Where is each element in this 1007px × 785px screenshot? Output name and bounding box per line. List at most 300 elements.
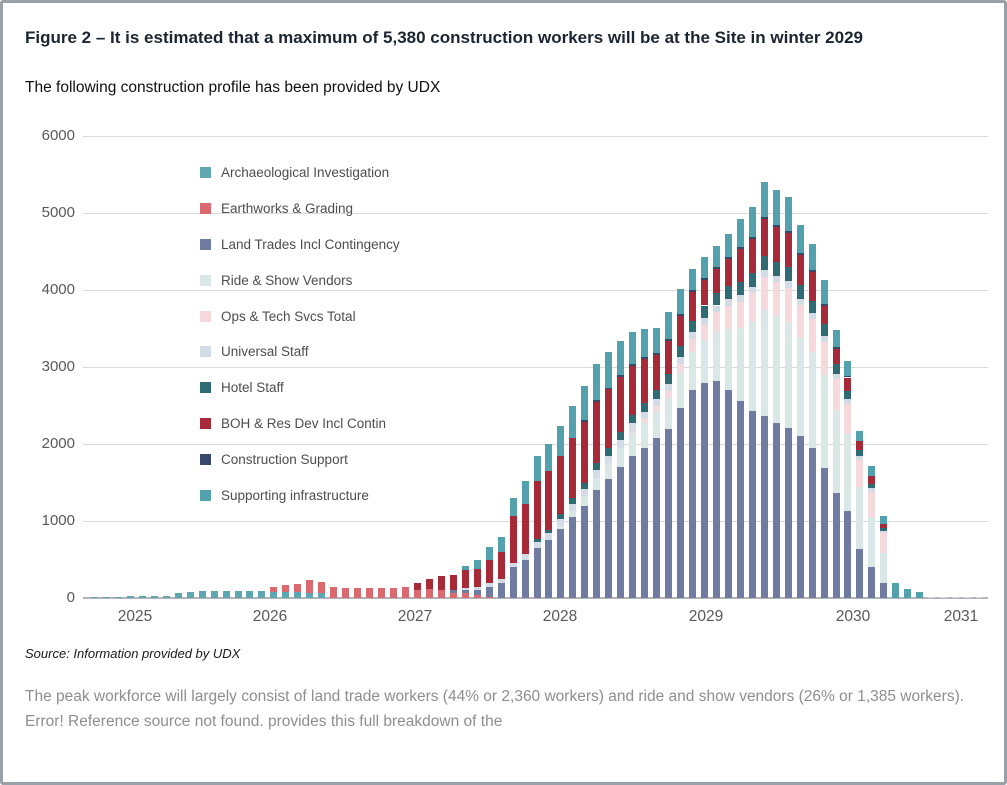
bar-segment-ride-show-vendors	[605, 463, 612, 478]
bar-2026-04	[235, 591, 242, 598]
bar-segment-construction-support	[677, 314, 684, 316]
bar-2031-03	[940, 597, 947, 598]
bar-segment-construction-support	[713, 267, 720, 269]
legend-label: Archaeological Investigation	[221, 165, 390, 181]
bar-2031-05	[964, 597, 971, 598]
bar-segment-land-trades-incl-contingency	[713, 381, 720, 598]
bar-segment-archaeological-investigation	[270, 592, 277, 599]
gridline-6000	[83, 136, 988, 137]
bar-segment-universal-staff	[701, 318, 708, 325]
bar-segment-supporting-infrastructure	[761, 182, 768, 217]
bar-2029-07	[701, 257, 708, 598]
bar-segment-ride-show-vendors	[665, 398, 672, 429]
bar-segment-hotel-staff	[749, 273, 756, 287]
bar-segment-construction-support	[605, 388, 612, 390]
bar-segment-supporting-infrastructure	[809, 244, 816, 270]
bar-segment-ride-show-vendors	[797, 338, 804, 437]
bar-2028-01	[486, 547, 493, 598]
legend-item	[200, 191, 400, 227]
bar-segment-universal-staff	[605, 456, 612, 464]
bar-segment-hotel-staff	[725, 286, 732, 299]
bar-segment-supporting-infrastructure	[797, 225, 804, 253]
bar-2030-10	[880, 516, 887, 598]
bar-2026-02	[211, 591, 218, 598]
bar-segment-boh-res-dev-incl-contin	[545, 471, 552, 530]
bar-segment-ride-show-vendors	[833, 410, 840, 493]
bar-segment-universal-staff	[964, 597, 971, 598]
bar-segment-universal-staff	[689, 332, 696, 339]
bar-2028-04	[522, 481, 529, 598]
bar-segment-ride-show-vendors	[569, 511, 576, 517]
bar-segment-construction-support	[593, 400, 600, 402]
bar-2028-12	[617, 341, 624, 599]
bar-segment-land-trades-incl-contingency	[605, 479, 612, 598]
bar-segment-boh-res-dev-incl-contin	[797, 255, 804, 286]
bar-segment-hotel-staff	[641, 403, 648, 412]
bar-segment-earthworks-grading	[414, 590, 421, 598]
bar-segment-boh-res-dev-incl-contin	[773, 227, 780, 262]
bar-segment-hotel-staff	[868, 484, 875, 489]
bar-2030-09	[868, 466, 875, 598]
bar-segment-ride-show-vendors	[713, 331, 720, 381]
bar-segment-supporting-infrastructure	[569, 406, 576, 438]
legend-label: Supporting infrastructure	[221, 487, 369, 503]
bar-2030-02	[785, 197, 792, 599]
legend-label: Land Trades Incl Contingency	[221, 237, 400, 253]
legend-item	[200, 334, 400, 370]
bar-segment-earthworks-grading	[486, 597, 493, 599]
bar-segment-hotel-staff	[809, 301, 816, 313]
x-tick-label-2028: 2028	[542, 608, 578, 626]
bar-segment-hotel-staff	[833, 364, 840, 374]
bar-2030-07	[844, 361, 851, 599]
bar-2029-09	[725, 234, 732, 598]
bar-segment-land-trades-incl-contingency	[797, 436, 804, 598]
bar-segment-universal-staff	[510, 563, 517, 568]
bar-segment-archaeological-investigation	[139, 596, 146, 598]
bar-segment-ride-show-vendors	[856, 487, 863, 549]
bar-2029-02	[641, 329, 648, 598]
legend-item	[200, 406, 400, 442]
bar-2026-01	[199, 591, 206, 598]
bar-segment-supporting-infrastructure	[545, 444, 552, 471]
bar-segment-hotel-staff	[605, 448, 612, 456]
bar-segment-supporting-infrastructure	[844, 361, 851, 376]
bar-2031-06	[976, 597, 983, 598]
bar-2028-09	[581, 386, 588, 599]
bar-segment-universal-staff	[761, 270, 768, 277]
bar-segment-archaeological-investigation	[175, 593, 182, 598]
bar-segment-boh-res-dev-incl-contin	[665, 341, 672, 374]
bar-segment-ride-show-vendors	[737, 328, 744, 401]
bar-segment-supporting-infrastructure	[474, 560, 481, 568]
bar-segment-universal-staff	[462, 588, 469, 590]
bar-segment-boh-res-dev-incl-contin	[868, 476, 875, 484]
bar-segment-ride-show-vendors	[641, 423, 648, 448]
bar-2027-12	[474, 560, 481, 598]
bar-segment-universal-staff	[557, 519, 564, 526]
legend-label: Ops & Tech Svcs Total	[221, 308, 356, 324]
bar-segment-earthworks-grading	[462, 593, 469, 598]
legend-item	[200, 262, 400, 298]
bar-segment-supporting-infrastructure	[462, 566, 469, 571]
bar-segment-ride-show-vendors	[868, 517, 875, 567]
bar-segment-ops-tech-svcs-total	[821, 342, 828, 375]
bar-segment-boh-res-dev-incl-contin	[498, 552, 505, 579]
bar-segment-supporting-infrastructure	[856, 431, 863, 441]
bar-segment-ride-show-vendors	[749, 322, 756, 411]
bar-segment-universal-staff	[474, 587, 481, 589]
bar-2027-01	[342, 588, 349, 598]
bar-2025-09	[151, 596, 158, 598]
bar-2025-11	[175, 593, 182, 598]
bar-segment-universal-staff	[725, 299, 732, 306]
bar-segment-archaeological-investigation	[294, 592, 301, 598]
bar-2026-10	[306, 580, 313, 598]
bar-segment-universal-staff	[617, 440, 624, 448]
bar-segment-ops-tech-svcs-total	[749, 293, 756, 322]
bar-segment-earthworks-grading	[450, 593, 457, 598]
bar-segment-ride-show-vendors	[557, 526, 564, 529]
figure-subtitle: The following construction profile has been provided by UDX	[25, 78, 441, 96]
bar-segment-universal-staff	[641, 412, 648, 420]
bar-segment-boh-res-dev-incl-contin	[605, 389, 612, 448]
bar-segment-ride-show-vendors	[880, 553, 887, 582]
bar-segment-archaeological-investigation	[235, 591, 242, 598]
bar-segment-land-trades-incl-contingency	[450, 590, 457, 592]
y-tick-label-4000: 4000	[41, 281, 75, 299]
bar-segment-ops-tech-svcs-total	[856, 460, 863, 487]
bar-2025-10	[163, 596, 170, 598]
bar-segment-supporting-infrastructure	[486, 547, 493, 560]
body-paragraph: The peak workforce will largely consist of land trade workers (44% or 2,360 workers) and ride and show vendors (26% or 1,385 workers). Error! Reference source not found. provides this full breakdown of the	[25, 688, 965, 730]
bar-segment-universal-staff	[545, 533, 552, 540]
bar-2028-03	[510, 498, 517, 598]
bar-segment-construction-support	[773, 225, 780, 227]
bar-2029-03	[653, 328, 660, 598]
bar-2026-12	[330, 587, 337, 598]
bar-segment-ops-tech-svcs-total	[880, 533, 887, 553]
bar-segment-supporting-infrastructure	[581, 386, 588, 420]
bar-segment-ops-tech-svcs-total	[641, 419, 648, 422]
legend-swatch-icon	[200, 311, 211, 322]
bar-segment-supporting-infrastructure	[880, 516, 887, 523]
bar-segment-land-trades-incl-contingency	[761, 416, 768, 598]
figure-content	[3, 3, 1004, 735]
bar-segment-boh-res-dev-incl-contin	[713, 269, 720, 294]
y-tick-label-5000: 5000	[41, 204, 75, 222]
bar-2026-07	[270, 587, 277, 599]
bar-segment-boh-res-dev-incl-contin	[821, 306, 828, 324]
bar-segment-boh-res-dev-incl-contin	[701, 280, 708, 305]
bar-segment-supporting-infrastructure	[641, 329, 648, 357]
bar-segment-boh-res-dev-incl-contin	[856, 441, 863, 450]
bar-segment-ride-show-vendors	[677, 373, 684, 408]
bar-2026-05	[246, 591, 253, 598]
bar-segment-archaeological-investigation	[187, 592, 194, 599]
bar-segment-supporting-infrastructure	[653, 328, 660, 353]
bar-segment-hotel-staff	[545, 530, 552, 534]
bar-2028-11	[605, 352, 612, 598]
bar-segment-construction-support	[761, 217, 768, 219]
bar-2030-08	[856, 431, 863, 598]
y-tick-label-0: 0	[66, 589, 75, 607]
bar-segment-construction-support	[653, 353, 660, 355]
bar-segment-land-trades-incl-contingency	[689, 390, 696, 598]
bar-2030-01	[773, 190, 780, 598]
bar-segment-boh-res-dev-incl-contin	[510, 516, 517, 562]
bar-segment-hotel-staff	[701, 306, 708, 318]
legend-label: Ride & Show Vendors	[221, 272, 353, 288]
bar-segment-supporting-infrastructure	[785, 197, 792, 231]
bar-segment-ops-tech-svcs-total	[773, 282, 780, 316]
bar-segment-earthworks-grading	[426, 589, 433, 598]
bar-segment-boh-res-dev-incl-contin	[426, 579, 433, 589]
bar-segment-construction-support	[665, 339, 672, 341]
x-tick-label-2029: 2029	[688, 608, 724, 626]
bar-segment-hotel-staff	[773, 262, 780, 276]
bar-2030-11	[892, 583, 899, 598]
legend-item	[200, 441, 400, 477]
bar-2029-11	[749, 207, 756, 598]
bar-segment-land-trades-incl-contingency	[545, 540, 552, 598]
bar-segment-hotel-staff	[737, 282, 744, 295]
bar-segment-supporting-infrastructure	[534, 456, 541, 481]
bar-segment-hotel-staff	[689, 321, 696, 333]
bar-2028-08	[569, 406, 576, 598]
bar-segment-universal-staff	[773, 276, 780, 283]
bar-segment-land-trades-incl-contingency	[749, 411, 756, 598]
bar-2030-05	[821, 280, 828, 598]
bar-segment-land-trades-incl-contingency	[474, 590, 481, 595]
bar-segment-ops-tech-svcs-total	[833, 379, 840, 410]
bar-segment-land-trades-incl-contingency	[629, 456, 636, 598]
bar-segment-hotel-staff	[665, 374, 672, 384]
legend-swatch-icon	[200, 454, 211, 465]
bar-segment-hotel-staff	[821, 324, 828, 336]
bar-segment-construction-support	[701, 278, 708, 280]
bar-segment-supporting-infrastructure	[749, 207, 756, 237]
bar-segment-ride-show-vendors	[689, 352, 696, 391]
bar-segment-supporting-infrastructure	[629, 332, 636, 364]
bar-segment-hotel-staff	[797, 285, 804, 298]
bar-segment-boh-res-dev-incl-contin	[629, 366, 636, 415]
bar-segment-boh-res-dev-incl-contin	[462, 570, 469, 588]
bar-segment-boh-res-dev-incl-contin	[617, 377, 624, 432]
bar-segment-ride-show-vendors	[581, 496, 588, 505]
bar-segment-ride-show-vendors	[725, 329, 732, 391]
bar-segment-supporting-infrastructure	[868, 466, 875, 476]
bar-2028-02	[498, 536, 505, 598]
bar-segment-universal-staff	[809, 313, 816, 319]
bar-segment-archaeological-investigation	[306, 593, 313, 598]
bar-segment-earthworks-grading	[318, 582, 325, 593]
bar-2029-10	[737, 219, 744, 598]
bar-segment-supporting-infrastructure	[737, 219, 744, 247]
legend-swatch-icon	[200, 203, 211, 214]
bar-segment-construction-support	[844, 376, 851, 378]
bar-segment-supporting-infrastructure	[713, 246, 720, 267]
bar-segment-archaeological-investigation	[151, 596, 158, 598]
bar-segment-boh-res-dev-incl-contin	[844, 378, 851, 391]
bar-segment-universal-staff	[737, 295, 744, 302]
construction-profile-chart	[25, 127, 988, 636]
bar-segment-supporting-infrastructure	[557, 426, 564, 456]
legend-label: Construction Support	[221, 451, 348, 467]
bar-2027-06	[402, 587, 409, 598]
bar-segment-earthworks-grading	[282, 585, 289, 592]
bar-segment-boh-res-dev-incl-contin	[438, 576, 445, 590]
bar-segment-land-trades-incl-contingency	[557, 529, 564, 598]
bar-segment-earthworks-grading	[306, 580, 313, 593]
bar-segment-boh-res-dev-incl-contin	[725, 259, 732, 286]
bar-segment-ops-tech-svcs-total	[653, 406, 660, 411]
y-tick-label-3000: 3000	[41, 358, 75, 376]
bar-segment-archaeological-investigation	[115, 597, 122, 599]
bar-segment-hotel-staff	[534, 539, 541, 542]
bar-2031-04	[952, 597, 959, 598]
bar-segment-ride-show-vendors	[844, 434, 851, 511]
bar-segment-land-trades-incl-contingency	[809, 448, 816, 598]
bar-segment-boh-res-dev-incl-contin	[486, 560, 493, 583]
bar-segment-archaeological-investigation	[91, 597, 98, 599]
bar-segment-hotel-staff	[713, 293, 720, 305]
bar-segment-earthworks-grading	[402, 587, 409, 598]
bar-segment-universal-staff	[785, 281, 792, 288]
bar-segment-construction-support	[725, 257, 732, 259]
bar-segment-archaeological-investigation	[282, 592, 289, 598]
bar-segment-universal-staff	[713, 306, 720, 313]
bar-segment-hotel-staff	[593, 463, 600, 470]
bar-segment-universal-staff	[498, 579, 505, 583]
legend-item	[200, 370, 400, 406]
bar-segment-land-trades-incl-contingency	[665, 429, 672, 598]
bar-segment-ride-show-vendors	[617, 448, 624, 467]
bar-segment-universal-staff	[593, 470, 600, 478]
bar-2027-03	[366, 588, 373, 598]
bar-segment-boh-res-dev-incl-contin	[641, 359, 648, 402]
bar-2026-06	[258, 591, 265, 598]
plot-area	[83, 136, 988, 598]
bar-segment-universal-staff	[856, 456, 863, 460]
bar-segment-supporting-infrastructure	[892, 583, 899, 598]
bar-segment-universal-staff	[653, 399, 660, 406]
bar-2026-11	[318, 582, 325, 598]
bar-segment-ops-tech-svcs-total	[737, 302, 744, 328]
bar-segment-boh-res-dev-incl-contin	[557, 456, 564, 515]
bar-segment-boh-res-dev-incl-contin	[534, 481, 541, 539]
bar-segment-ops-tech-svcs-total	[629, 431, 636, 433]
source-note: Source: Information provided by UDX	[25, 646, 241, 662]
bar-segment-hotel-staff	[880, 528, 887, 530]
bar-segment-universal-staff	[797, 299, 804, 305]
chart-legend	[200, 155, 400, 513]
bar-segment-supporting-infrastructure	[593, 364, 600, 400]
bar-segment-universal-staff	[928, 597, 935, 598]
x-tick-label-2031: 2031	[943, 608, 979, 626]
bar-segment-construction-support	[809, 270, 816, 272]
bar-segment-boh-res-dev-incl-contin	[689, 292, 696, 320]
bar-segment-ops-tech-svcs-total	[761, 277, 768, 310]
bar-segment-earthworks-grading	[378, 588, 385, 598]
bar-segment-supporting-infrastructure	[725, 234, 732, 257]
bar-segment-ride-show-vendors	[761, 310, 768, 417]
bar-segment-ops-tech-svcs-total	[809, 319, 816, 351]
bar-segment-supporting-infrastructure	[773, 190, 780, 224]
bar-segment-land-trades-incl-contingency	[868, 567, 875, 598]
bar-segment-supporting-infrastructure	[677, 289, 684, 314]
bar-segment-boh-res-dev-incl-contin	[522, 504, 529, 554]
bar-segment-land-trades-incl-contingency	[880, 583, 887, 598]
bar-segment-supporting-infrastructure	[904, 589, 911, 598]
legend-label: Hotel Staff	[221, 380, 284, 396]
bar-segment-hotel-staff	[856, 450, 863, 456]
bar-segment-supporting-infrastructure	[498, 537, 505, 552]
bar-segment-boh-res-dev-incl-contin	[749, 239, 756, 273]
bar-segment-hotel-staff	[677, 346, 684, 357]
bar-2031-01	[916, 592, 923, 598]
bar-segment-supporting-infrastructure	[701, 257, 708, 278]
bar-segment-earthworks-grading	[342, 588, 349, 598]
bar-segment-construction-support	[821, 304, 828, 306]
bar-segment-land-trades-incl-contingency	[569, 517, 576, 598]
bar-segment-ride-show-vendors	[653, 411, 660, 438]
bar-segment-land-trades-incl-contingency	[701, 383, 708, 598]
bar-2028-05	[534, 456, 541, 598]
bar-segment-land-trades-incl-contingency	[534, 548, 541, 598]
bar-segment-land-trades-incl-contingency	[486, 587, 493, 597]
bar-segment-land-trades-incl-contingency	[725, 390, 732, 598]
bar-segment-ride-show-vendors	[773, 316, 780, 422]
bar-segment-universal-staff	[952, 597, 959, 598]
bar-segment-universal-staff	[976, 597, 983, 598]
bar-segment-boh-res-dev-incl-contin	[785, 233, 792, 268]
bar-segment-archaeological-investigation	[223, 591, 230, 598]
bar-segment-universal-staff	[665, 384, 672, 391]
y-tick-label-1000: 1000	[41, 512, 75, 530]
bar-segment-hotel-staff	[785, 267, 792, 281]
bar-2028-06	[545, 444, 552, 598]
bar-segment-land-trades-incl-contingency	[677, 408, 684, 598]
x-tick-label-2027: 2027	[397, 608, 433, 626]
bar-segment-universal-staff	[844, 399, 851, 404]
bar-segment-land-trades-incl-contingency	[617, 467, 624, 598]
bar-segment-boh-res-dev-incl-contin	[414, 583, 421, 590]
bar-segment-ops-tech-svcs-total	[844, 404, 851, 434]
bar-segment-ops-tech-svcs-total	[677, 364, 684, 373]
y-tick-label-2000: 2000	[41, 435, 75, 453]
bar-segment-supporting-infrastructure	[916, 592, 923, 598]
legend-swatch-icon	[200, 346, 211, 357]
bar-segment-universal-staff	[868, 488, 875, 491]
bar-segment-construction-support	[833, 347, 840, 349]
bar-segment-ride-show-vendors	[701, 340, 708, 383]
bar-segment-hotel-staff	[617, 432, 624, 440]
bar-segment-universal-staff	[749, 287, 756, 294]
bar-segment-universal-staff	[569, 504, 576, 511]
bar-segment-earthworks-grading	[474, 595, 481, 598]
bar-segment-boh-res-dev-incl-contin	[593, 402, 600, 464]
legend-swatch-icon	[200, 418, 211, 429]
bar-2029-06	[689, 269, 696, 598]
bar-2027-08	[426, 579, 433, 598]
bar-segment-universal-staff	[581, 489, 588, 497]
bar-2025-12	[187, 592, 194, 599]
bar-segment-construction-support	[749, 237, 756, 239]
bar-segment-construction-support	[689, 290, 696, 292]
bar-2030-12	[904, 589, 911, 598]
bar-segment-ops-tech-svcs-total	[713, 312, 720, 330]
